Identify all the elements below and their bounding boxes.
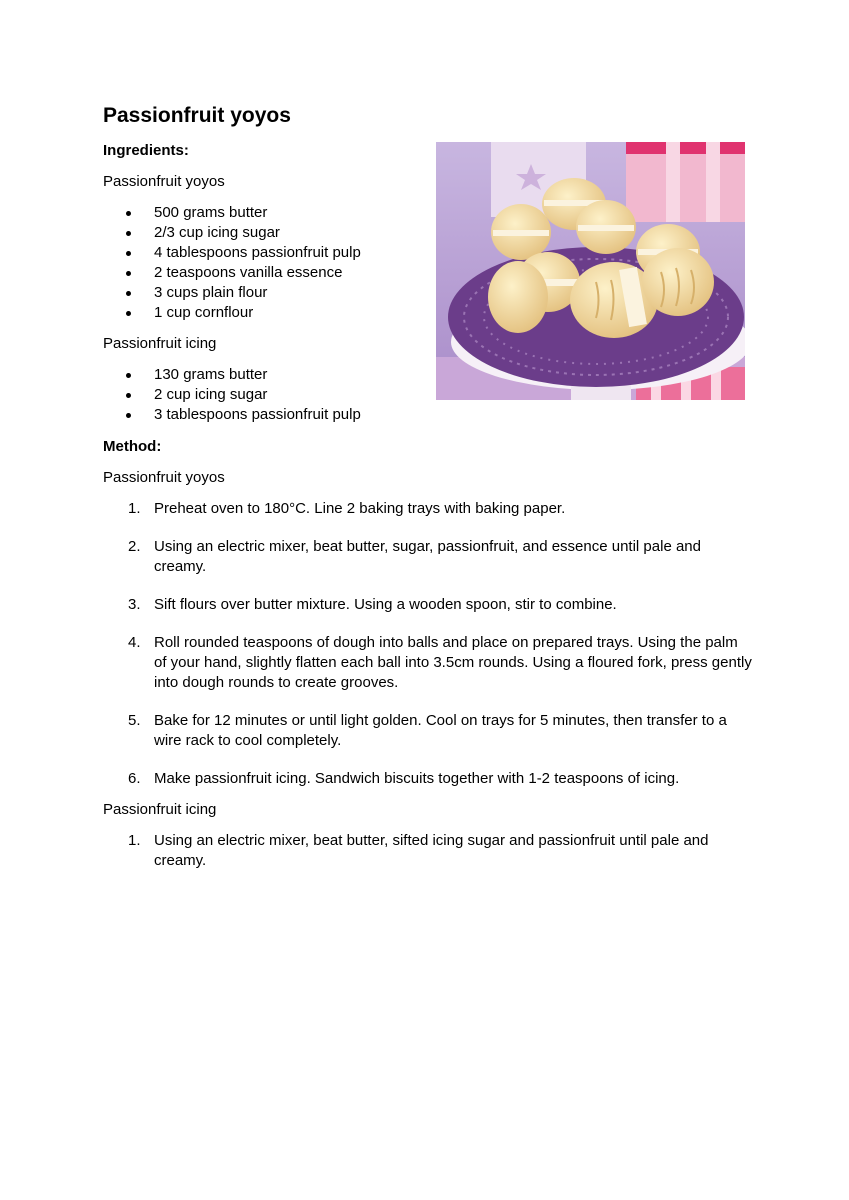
bullet-icon [126,413,131,418]
list-item: 2/3 cup icing sugar [103,223,763,243]
biscuits-on-cake-stand-photo [436,142,745,400]
list-item: 500 grams butter [103,203,763,223]
list-item: 6. Make passionfruit icing. Sandwich biscuits together with 1-2 teaspoons of icing. [128,770,680,787]
method-icing-label: Passionfruit icing [103,801,217,818]
bullet-icon [126,373,131,378]
list-item: 5. Bake for 12 minutes or until light golden. Cool on trays for 5 minutes, then transfer to a wire rack to cool completely. [128,712,727,749]
bullet-icon [126,291,131,296]
bullet-icon [126,311,131,316]
list-item: 130 grams butter [103,365,763,385]
list-item: 2 cup icing sugar [103,385,763,405]
method-icing-steps [103,831,763,871]
photo-illustration [436,142,745,400]
method-yoyos-label: Passionfruit yoyos [103,469,225,486]
list-item: 1. Preheat oven to 180°C. Line 2 baking trays with baking paper. [128,500,566,517]
bullet-icon [126,393,131,398]
yoyos-ingredients-label: Passionfruit yoyos [103,173,225,190]
method-yoyos-steps [103,499,763,789]
list-item: 1. Using an electric mixer, beat butter, sifted icing sugar and passionfruit until pale and creamy. [128,832,709,869]
ingredients-heading: Ingredients: [103,142,189,159]
icing-ingredients-label: Passionfruit icing [103,335,217,352]
list-item: 1 cup cornflour [103,303,763,323]
list-item: 4 tablespoons passionfruit pulp [103,243,763,263]
list-item: 3. Sift flours over butter mixture. Using a wooden spoon, stir to combine. [128,596,617,613]
list-item: 3 cups plain flour [103,283,763,303]
bullet-icon [126,271,131,276]
page-title: Passionfruit yoyos [103,104,291,127]
bullet-icon [126,251,131,256]
bullet-icon [126,231,131,236]
list-item: 2 teaspoons vanilla essence [103,263,763,283]
bullet-icon [126,211,131,216]
list-item: 2. Using an electric mixer, beat butter, sugar, passionfruit, and essence until pale and creamy. [128,538,701,575]
list-item: 3 tablespoons passionfruit pulp [103,405,763,425]
method-heading: Method: [103,438,162,455]
list-item: 4. Roll rounded teaspoons of dough into balls and place on prepared trays. Using the palm of your hand, slightly flatten each ball into 3.5cm rounds. Using a floured fork, press gently into dough rounds to create grooves. [128,634,752,691]
